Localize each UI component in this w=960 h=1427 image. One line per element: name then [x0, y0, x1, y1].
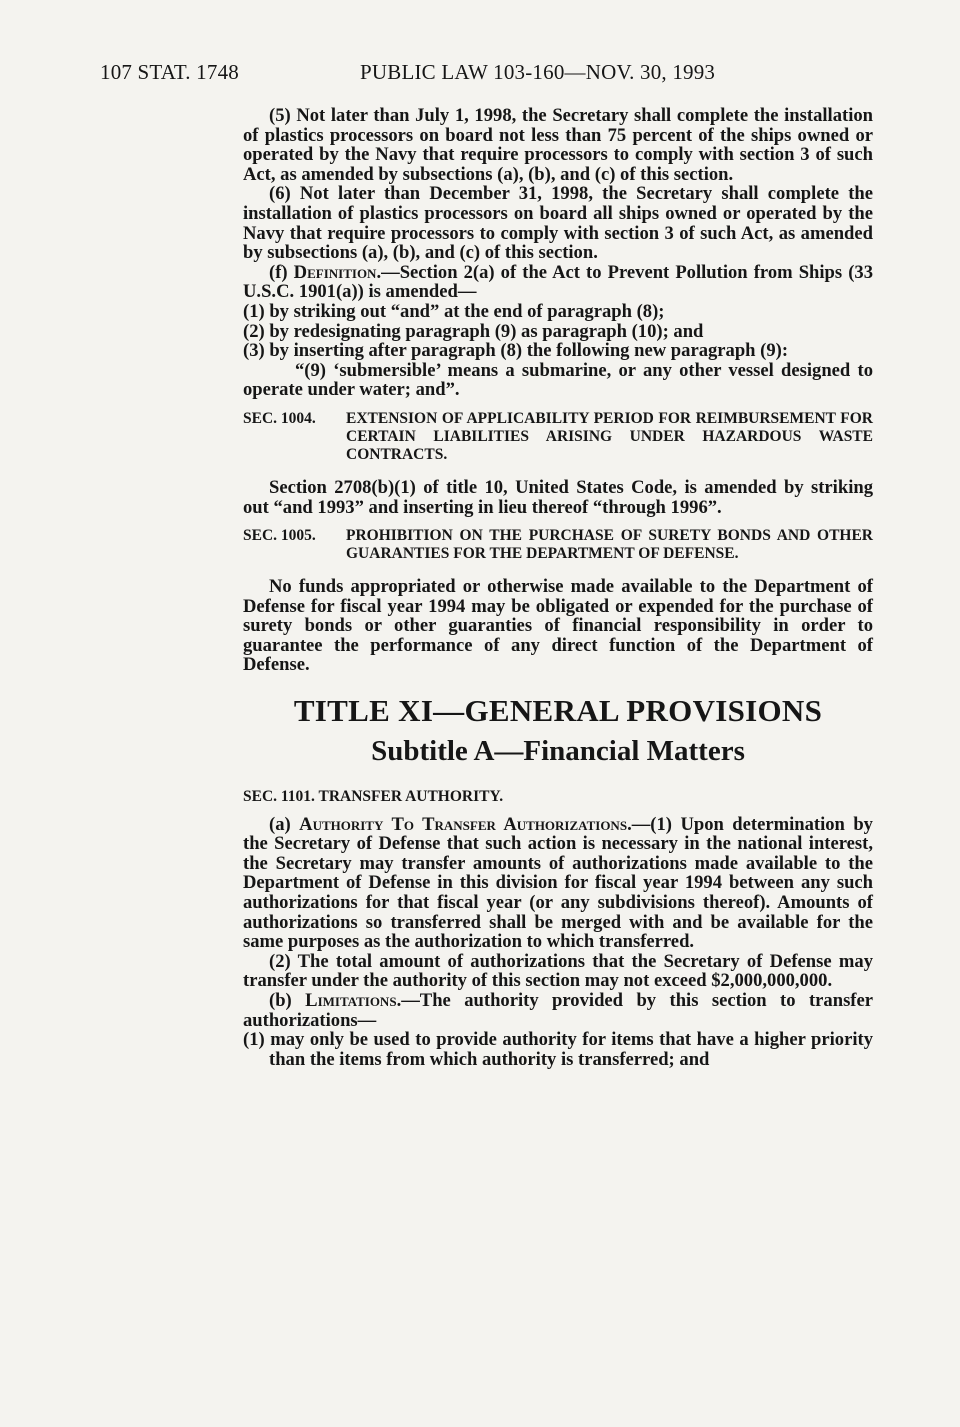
- section-1004-heading: [243, 410, 873, 464]
- law-date-header: PUBLIC LAW 103-160—NOV. 30, 1993: [360, 60, 716, 84]
- subsection-f-quote: “(9) ‘submersible’ means a submarine, or any other vessel designed to operate under water; and”.: [243, 359, 873, 401]
- section-1004-title: EXTENSION OF APPLICABILITY PERIOD FOR REIMBURSEMENT FOR CERTAIN LIABILITIES ARISING UNDER HAZARDOUS WASTE CONTRACTS.: [346, 409, 873, 463]
- section-1004-body: Section 2708(b)(1) of title 10, United States Code, is amended by striking out “and 1993” and inserting in lieu thereof “through 1996”.: [243, 476, 873, 518]
- section-1004-number: SEC. 1004.: [243, 409, 316, 427]
- stat-page-number: 107 STAT. 1748: [100, 60, 239, 84]
- subsection-f: [243, 263, 873, 302]
- title-xi-heading: TITLE XI—GENERAL PROVISIONS: [293, 693, 823, 729]
- subsection-f-caption: Definition: [293, 261, 377, 283]
- subsection-a-text: .—(1) Upon determination by the Secretary of Defense that such action is necessary in the national interest, the Secretary may transfer amounts of authorizations made available to the Department of Defense in this division for fiscal year 1994 between any such authorizations for that fiscal year (or any subdivisions thereof). Amounts of authorizations so transferred shall be merged with and be available for the same purposes as the authorization to which transferred.: [243, 813, 873, 953]
- paragraph-6: (6) Not later than December 31, 1998, the Secretary shall complete the installation of plastics processors on board all ships owned or operated by the Navy that require processors to comply with section 3 of such Act, as amended by subsections (a), (b), and (c) of this section.: [243, 183, 873, 264]
- section-1101-subsection-b: [243, 991, 873, 1030]
- section-1005-body: No funds appropriated or otherwise made available to the Department of Defense for fiscal year 1994 may be obligated or expended for the purchase of surety bonds or other guaranties of financial responsibility in order to guarantee the performance of any direct function of the Department of Defense.: [243, 576, 873, 676]
- subsection-b-label: (b): [269, 990, 306, 1011]
- subsection-f-label: (f): [269, 261, 294, 283]
- section-1005-title: PROHIBITION ON THE PURCHASE OF SURETY BONDS AND OTHER GUARANTIES FOR THE DEPARTMENT OF DEFENSE.: [346, 527, 873, 563]
- subsection-b-caption: Limitations: [305, 990, 397, 1011]
- subtitle-a-heading: Subtitle A—Financial Matters: [371, 735, 745, 768]
- subsection-f-text: .—Section 2(a) of the Act to Prevent Pollution from Ships (33 U.S.C. 1901(a)) is amended—: [243, 261, 873, 303]
- section-1101-subsection-a: [243, 815, 873, 952]
- subsection-b-item-1: (1) may only be used to provide authority for items that have a higher priority than the items from which authority is transferred; and: [243, 1029, 873, 1070]
- section-1005-heading: [243, 527, 873, 563]
- section-1005-number: SEC. 1005.: [243, 527, 316, 545]
- paragraph-5: (5) Not later than July 1, 1998, the Secretary shall complete the installation of plastics processors on board not less than 75 percent of the ships owned or operated by the Navy that require processors to comply with section 3 of such Act, as amended by subsections (a), (b), and (c) of this section.: [243, 105, 873, 185]
- section-1101-heading: SEC. 1101. TRANSFER AUTHORITY.: [243, 788, 504, 806]
- section-1101-paragraph-2: (2) The total amount of authorizations that the Secretary of Defense may transfer under the authority of this section may not exceed $2,000,000,000.: [243, 950, 873, 992]
- subsection-a-label: (a): [269, 813, 300, 835]
- subsection-f-item-1: (1) by striking out “and” at the end of paragraph (8);: [243, 300, 665, 322]
- page-body: [243, 106, 873, 1069]
- subsection-f-item-3: (3) by inserting after paragraph (8) the following new paragraph (9):: [243, 340, 789, 362]
- subsection-f-item-2: (2) by redesignating paragraph (9) as paragraph (10); and: [243, 320, 704, 342]
- subsection-a-caption: Authority To Transfer Authorizations: [299, 813, 628, 835]
- subsection-b-text: .—The authority provided by this section to transfer authorizations—: [243, 990, 874, 1031]
